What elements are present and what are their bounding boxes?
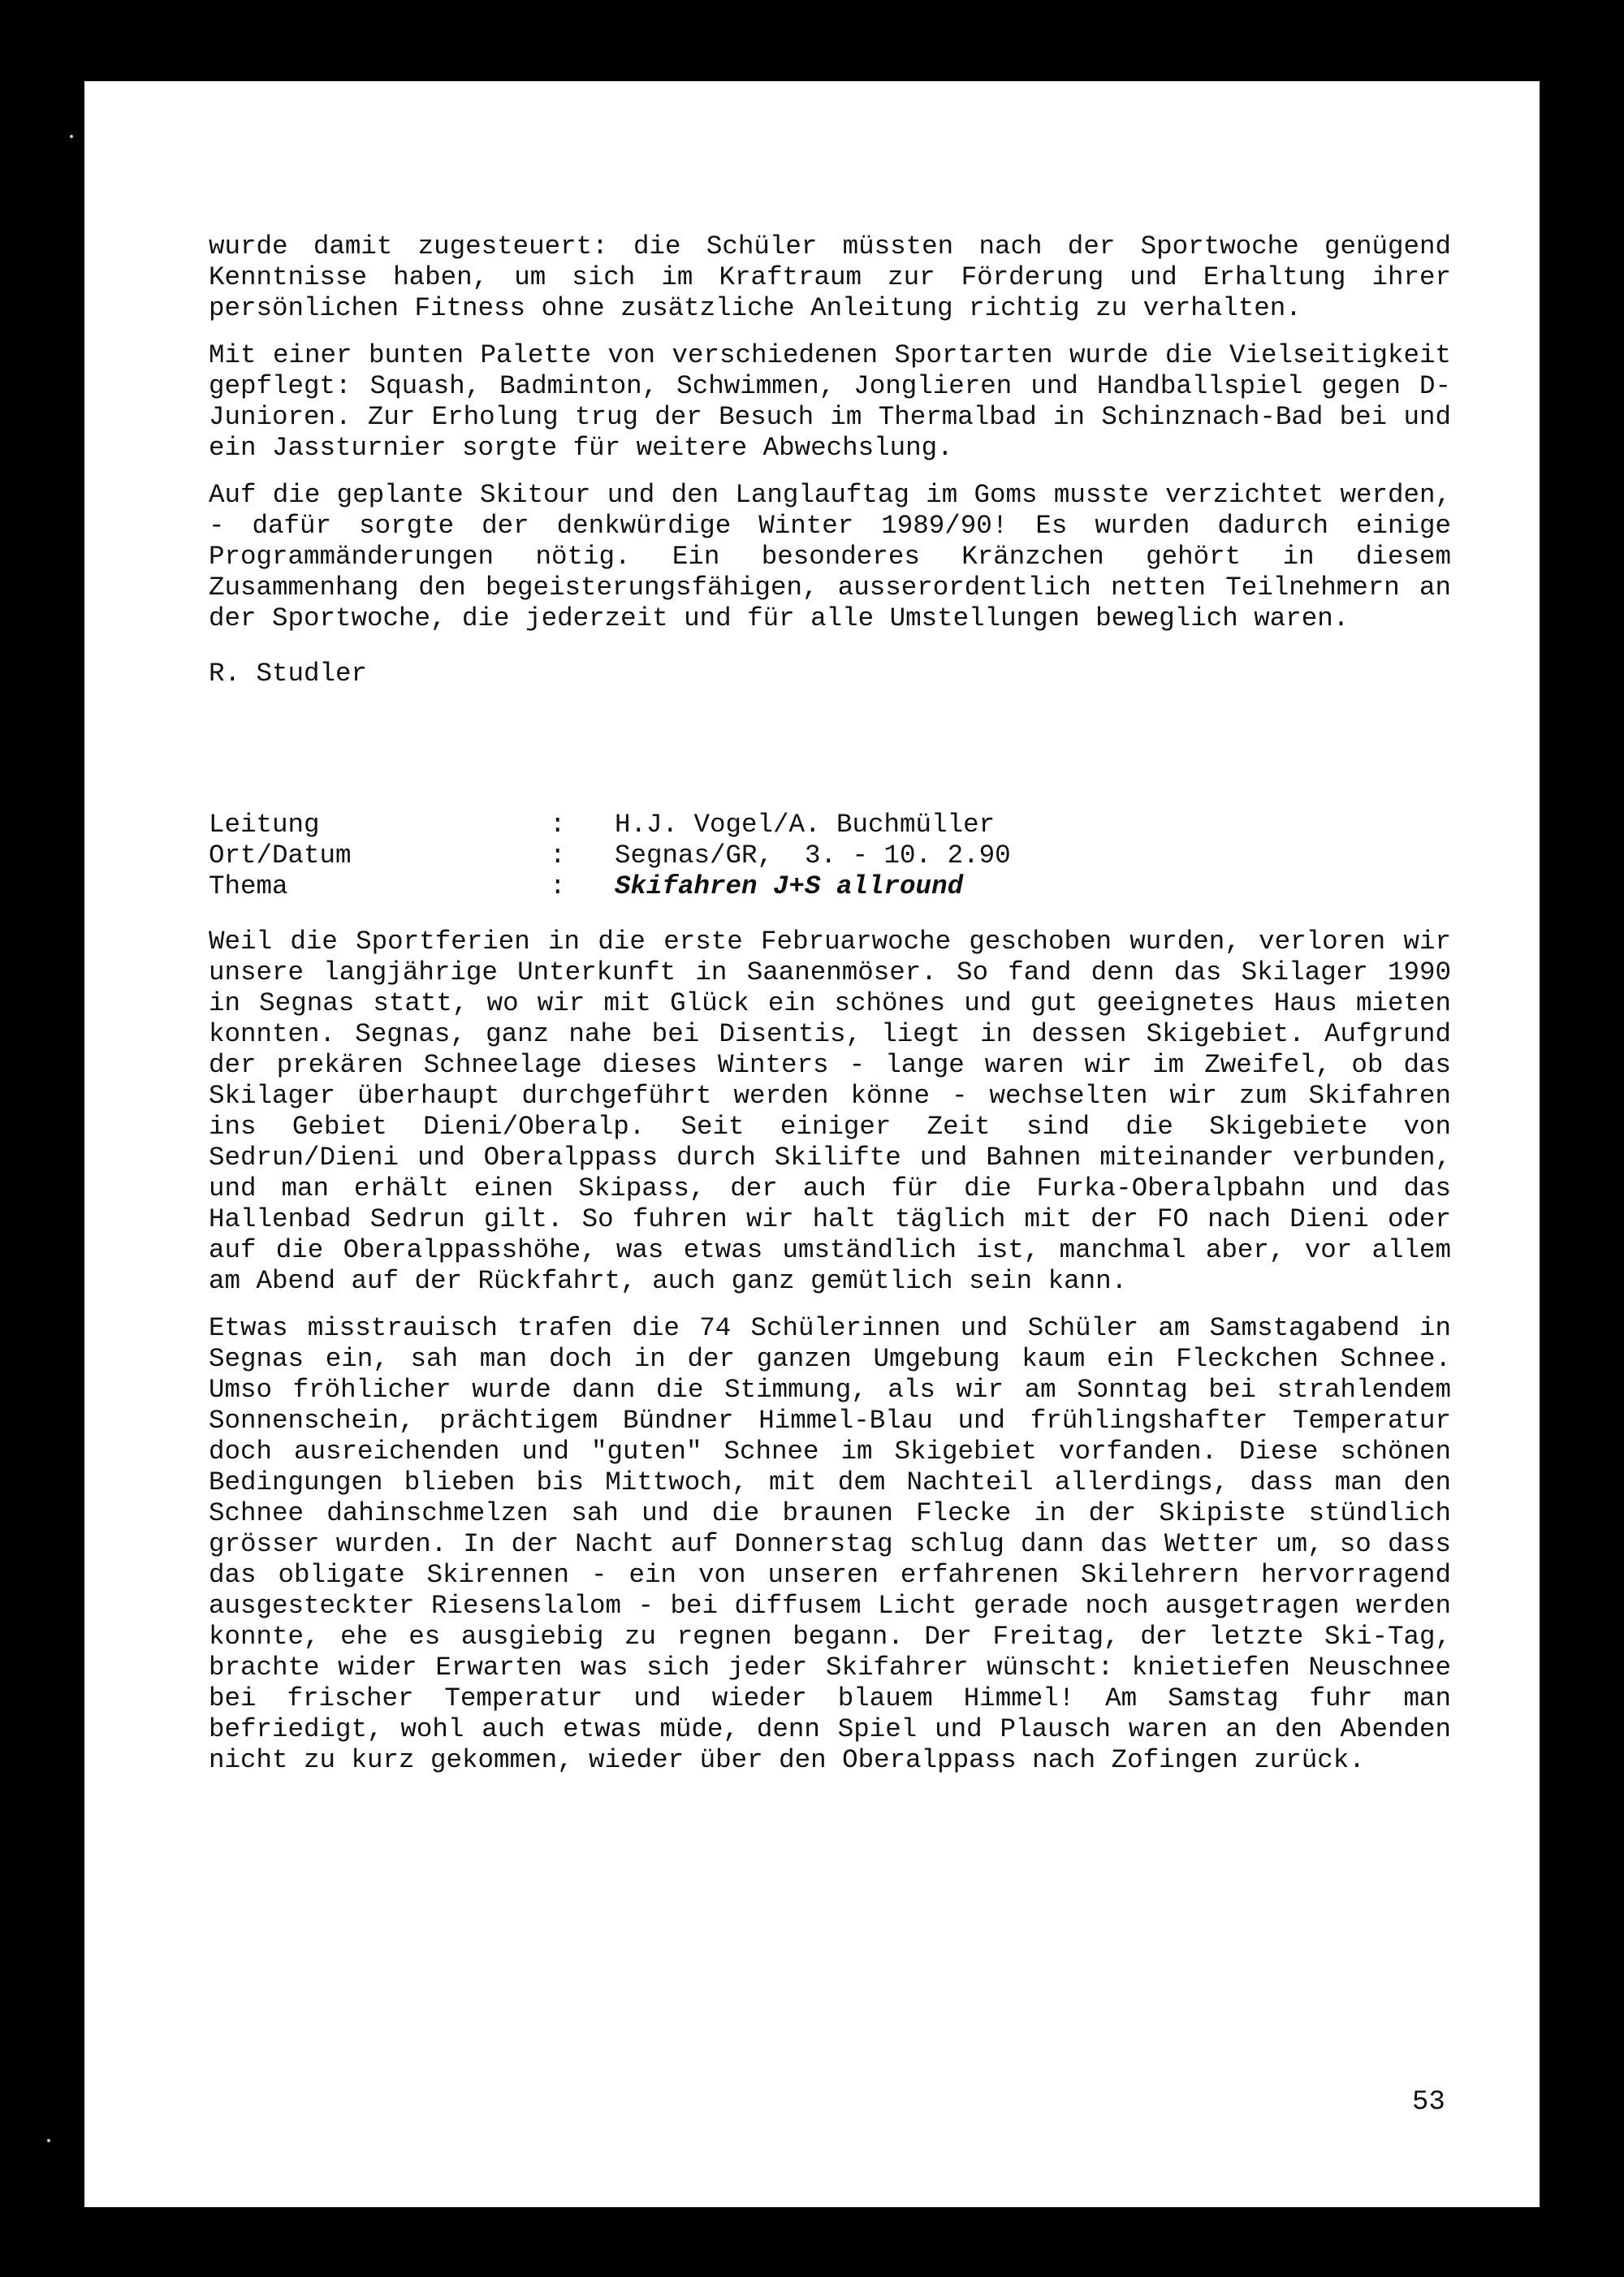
info-separator: : (550, 871, 566, 901)
info-separator: : (550, 840, 566, 871)
info-row-ort-datum (209, 840, 1451, 871)
info-value: Segnas/GR, 3. - 10. 2.90 (615, 840, 1011, 871)
paragraph: Weil die Sportferien in die erste Februarwoche geschoben wurden, verloren wir unsere langjährige Unterkunft in Saanenmöser. So fand denn das Skilager 1990 in Segnas statt, wo wir mit Glück ein schönes und gut geeignetes Haus mieten konnten. Segnas, ganz nahe bei Disentis, liegt in dessen Skigebiet. Aufgrund der prekären Schneelage dieses Winters - lange waren wir im Zweifel, ob das Skilager überhaupt durchgeführt werden könne - wechselten wir zum Skifahren ins Gebiet Dieni/Oberalp. Seit einiger Zeit sind die Skigebiete von Sedrun/Dieni und Oberalppass durch Skilifte und Bahnen miteinander verbunden, und man erhält einen Skipass, der auch für die Furka-Oberalpbahn und das Hallenbad Sedrun gilt. So fuhren wir halt täglich mit der FO nach Dieni oder auf die Oberalppasshöhe, was etwas umständlich ist, manchmal aber, vor allem am Abend auf der Rückfahrt, auch ganz gemütlich sein kann. (209, 927, 1451, 1296)
info-row-leitung (209, 810, 1451, 840)
document-page (84, 81, 1540, 2207)
page-number: 53 (1412, 2087, 1445, 2118)
paragraph: Mit einer bunten Palette von verschiedenen Sportarten wurde die Vielseitigkeit gepflegt: Squash, Badminton, Schwimmen, Jonglieren und Handballspiel gegen D-Junioren. Zur Erholung trug der Besuch im Thermalbad in Schinznach-Bad bei und ein Jassturnier sorgte für weitere Abwechslung. (209, 340, 1451, 463)
text-column (209, 231, 1451, 1792)
info-row-thema (209, 871, 1451, 902)
camp-info-block (209, 810, 1451, 902)
scan-speck (47, 2139, 50, 2142)
info-label: Thema (209, 871, 288, 901)
paragraph: Auf die geplante Skitour und den Langlauftag im Goms musste verzichtet werden, - dafür sorgte der denkwürdige Winter 1989/90! Es wurden dadurch einige Programmänderungen nötig. Ein besonderes Kränzchen gehört in diesem Zusammenhang den begeisterungsfähigen, ausserordentlich netten Teilnehmern an der Sportwoche, die jederzeit und für alle Umstellungen beweglich waren. (209, 480, 1451, 633)
info-label: Ort/Datum (209, 840, 352, 871)
info-value: H.J. Vogel/A. Buchmüller (615, 810, 996, 840)
info-label: Leitung (209, 810, 320, 840)
info-separator: : (550, 810, 566, 840)
info-value-theme: Skifahren J+S allround (615, 871, 964, 901)
paragraph: Etwas misstrauisch trafen die 74 Schülerinnen und Schüler am Samstagabend in Segnas ein, sah man doch in der ganzen Umgebung kaum ein Fleckchen Schnee. Umso fröhlicher wurde dann die Stimmung, als wir am Sonntag bei strahlendem Sonnenschein, prächtigem Bündner Himmel-Blau und frühlingshafter Temperatur doch ausreichenden und "guten" Schnee im Skigebiet vorfanden. Diese schönen Bedingungen blieben bis Mittwoch, mit dem Nachteil allerdings, dass man den Schnee dahinschmelzen sah und die braunen Flecke in der Skipiste stündlich grösser wurden. In der Nacht auf Donnerstag schlug dann das Wetter um, so dass das obligate Skirennen - ein von unseren erfahrenen Skilehrern hervorragend ausgesteckter Riesenslalom - bei diffusem Licht gerade noch ausgetragen werden konnte, ehe es ausgiebig zu regnen begann. Der Freitag, der letzte Ski-Tag, brachte wider Erwarten was sich jeder Skifahrer wünscht: knietiefen Neuschnee bei frischer Temperatur und wieder blauem Himmel! Am Samstag fuhr man befriedigt, wohl auch etwas müde, denn Spiel und Plausch waren an den Abenden nicht zu kurz gekommen, wieder über den Oberalppass nach Zofingen zurück. (209, 1313, 1451, 1775)
scan-speck (70, 135, 73, 138)
author-signature: R. Studler (209, 659, 368, 689)
paragraph: wurde damit zugesteuert: die Schüler müssten nach der Sportwoche genügend Kenntnisse haben, um sich im Kraftraum zur Förderung und Erhaltung ihrer persönlichen Fitness ohne zusätzliche Anleitung richtig zu verhalten. (209, 231, 1451, 323)
